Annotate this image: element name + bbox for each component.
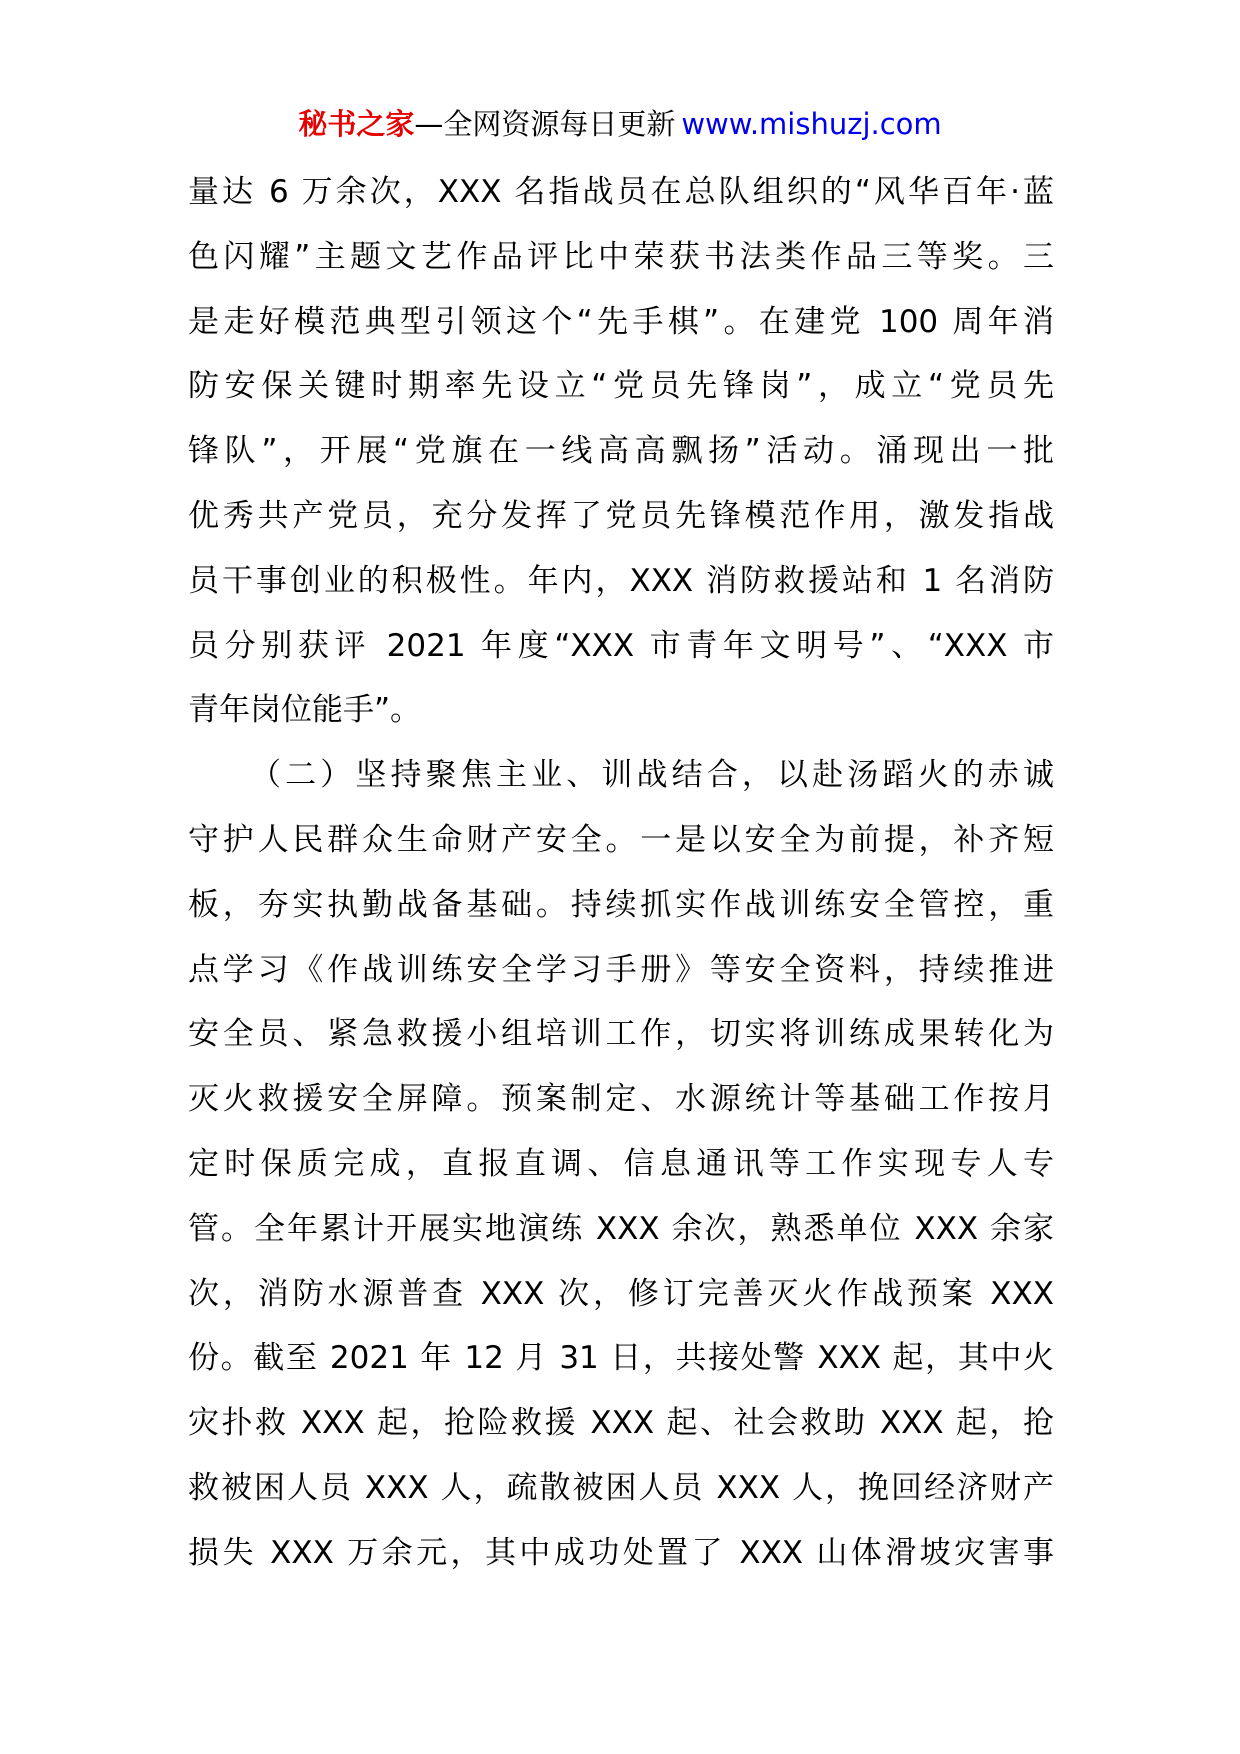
website-link[interactable]: www.mishuzj.com [681,107,942,141]
text-line: 量达 6 万余次，XXX 名指战员在总队组织的“风华百年·蓝 [188,174,1054,210]
brand-name: 秘书之家 [298,107,415,141]
paragraph-end-line: 青年岗位能手”。 [188,692,422,729]
text-line: 员干事创业的积极性。年内，XXX 消防救援站和 1 名消防 [188,562,1054,599]
header-tagline: —全网资源每日更新 [414,107,676,141]
text-line: 点学习《作战训练安全学习手册》等安全资料，持续推进 [188,951,1054,988]
text-line: 次，消防水源普查 XXX 次，修订完善灭火作战预案 XXX [188,1275,1054,1312]
text-line: 灾扑救 XXX 起，抢险救援 XXX 起、社会救助 XXX 起，抢 [188,1405,1054,1442]
text-line: 锋队”，开展“党旗在一线高高飘扬”活动。涌现出一批 [188,433,1054,470]
text-line: 优秀共产党员，充分发挥了党员先锋模范作用，激发指战 [188,497,1054,534]
text-line: 管。全年累计开展实地演练 XXX 余次，熟悉单位 XXX 余家 [188,1210,1054,1247]
text-line: 守护人民群众生命财产安全。一是以安全为前提，补齐短 [188,821,1054,858]
text-line: 损失 XXX 万余元，其中成功处置了 XXX 山体滑坡灾害事 [188,1534,1054,1571]
text-line: 是走好模范典型引领这个“先手棋”。在建党 100 周年消 [188,303,1054,340]
text-line: 员分别获评 2021 年度“XXX 市青年文明号”、“XXX 市 [188,627,1054,664]
text-line: 灭火救援安全屏障。预案制定、水源统计等基础工作按月 [188,1081,1054,1118]
page-header [0,100,1240,148]
text-line: 防安保关键时期率先设立“党员先锋岗”，成立“党员先 [188,368,1054,405]
text-line: 定时保质完成，直报直调、信息通讯等工作实现专人专 [188,1145,1054,1182]
text-line: 色闪耀”主题文艺作品评比中荣获书法类作品三等奖。三 [188,238,1054,275]
text-line: 板，夯实执勤战备基础。持续抓实作战训练安全管控，重 [188,886,1054,923]
text-line: 安全员、紧急救援小组培训工作，切实将训练成果转化为 [188,1016,1054,1053]
section-heading-line: （二）坚持聚焦主业、训战结合，以赴汤蹈火的赤诚 [250,757,1054,794]
text-line: 份。截至 2021 年 12 月 31 日，共接处警 XXX 起，其中火 [188,1340,1054,1377]
text-line: 救被困人员 XXX 人，疏散被困人员 XXX 人，挽回经济财产 [188,1469,1054,1506]
document-body [188,160,1054,1586]
